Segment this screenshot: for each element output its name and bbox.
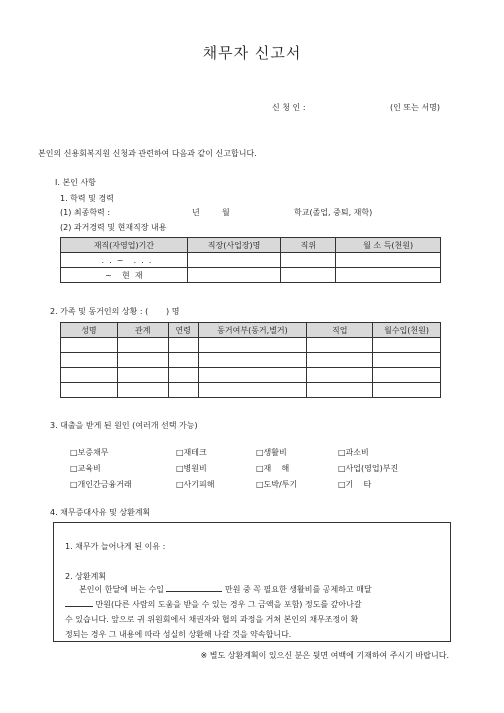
checkbox-education[interactable]: □교육비	[70, 464, 101, 473]
career-label: (2) 과거경력 및 현재직장 내용	[60, 223, 167, 232]
education-school: 학교(졸업, 중퇴, 재학)	[294, 208, 373, 217]
career-cell[interactable]	[336, 268, 441, 283]
checkbox-hospital[interactable]: □병원비	[176, 464, 207, 473]
career-cell[interactable]	[336, 253, 441, 268]
applicant-label: 신 청 인 :	[272, 103, 306, 112]
payment-blank[interactable]	[65, 606, 93, 607]
income-blank[interactable]	[166, 591, 222, 592]
family-cell[interactable]	[61, 353, 118, 368]
career-table	[60, 237, 441, 283]
checkbox-other[interactable]: □기 타	[338, 480, 372, 489]
family-cell[interactable]	[307, 383, 373, 398]
family-header-relation: 관계	[117, 323, 168, 338]
family-cell[interactable]	[373, 368, 441, 383]
family-cell[interactable]	[168, 338, 198, 353]
checkbox-business[interactable]: □사업(영업)부진	[338, 464, 399, 473]
family-header-job: 직업	[307, 323, 373, 338]
section2-heading: 2. 가족 및 동거인의 상황 : ( ) 명	[50, 307, 180, 316]
para-line4: 정되는 경우 그 내용에 따라 성실히 상환해 나갈 것을 약속합니다.	[65, 630, 292, 639]
career-cell[interactable]: . . ~ . . .	[61, 253, 188, 268]
checkbox-living[interactable]: □생활비	[256, 448, 287, 457]
family-table	[60, 322, 441, 398]
checkbox-disaster[interactable]: □재 해	[256, 464, 290, 473]
table-row	[61, 338, 441, 353]
section3-heading: 3. 대출을 받게 된 원인 (여러개 선택 가능)	[50, 421, 198, 430]
family-cell[interactable]	[117, 338, 168, 353]
family-cell[interactable]	[117, 383, 168, 398]
family-header-income: 월수입(천원)	[373, 323, 441, 338]
checkbox-gambling[interactable]: □도박/투기	[256, 480, 298, 489]
career-cell[interactable]: ~ 현 재	[61, 268, 188, 283]
section4-heading: 4. 채무증대사유 및 상환계획	[50, 508, 151, 517]
career-header-company: 직장(사업장)명	[187, 238, 281, 253]
checkbox-private-loan[interactable]: □개인간금융거래	[70, 480, 132, 489]
checkbox-investment[interactable]: □재테크	[176, 448, 207, 457]
education-month: 월	[222, 208, 230, 217]
family-cell[interactable]	[307, 368, 373, 383]
career-header-income: 월 소 득(천원)	[336, 238, 441, 253]
table-row	[61, 353, 441, 368]
section1-sub1: 1. 학력 및 경력	[60, 194, 114, 203]
family-cell[interactable]	[168, 383, 198, 398]
family-cell[interactable]	[198, 368, 307, 383]
para-line1a: 본인이 한달에 버는 수입	[79, 585, 164, 594]
family-header-name: 성명	[61, 323, 118, 338]
repayment-paragraph	[65, 582, 443, 642]
family-cell[interactable]	[168, 353, 198, 368]
career-cell[interactable]	[187, 253, 281, 268]
family-cell[interactable]	[307, 338, 373, 353]
family-cell[interactable]	[198, 338, 307, 353]
education-year: 년	[192, 208, 200, 217]
para-line2: 만원(다른 사람의 도움을 받을 수 있는 경우 그 금액을 포함) 정도를 갚아나갈	[95, 600, 362, 609]
family-cell[interactable]	[61, 338, 118, 353]
family-cell[interactable]	[373, 353, 441, 368]
para-line3: 수 있습니다. 앞으로 귀 위원회에서 채권자와 협의 과정을 거쳐 본인의 채무조정이 확	[65, 615, 359, 624]
career-header-period: 재직(자영업)기간	[61, 238, 188, 253]
family-cell[interactable]	[117, 368, 168, 383]
family-cell[interactable]	[373, 338, 441, 353]
family-cell[interactable]	[117, 353, 168, 368]
career-cell[interactable]	[281, 253, 336, 268]
family-cell[interactable]	[168, 368, 198, 383]
family-cell[interactable]	[307, 353, 373, 368]
checkbox-fraud[interactable]: □사기피해	[176, 480, 215, 489]
education-label: (1) 최종학력 :	[60, 208, 111, 217]
footnote: ※ 별도 상환계획이 있으신 분은 뒷면 여백에 기재하여 주시기 바랍니다.	[200, 651, 449, 660]
checkbox-guarantee[interactable]: □보증채무	[70, 448, 109, 457]
table-row	[61, 368, 441, 383]
page-title: 채무자 신고서	[202, 44, 302, 62]
family-cell[interactable]	[61, 368, 118, 383]
family-cell[interactable]	[198, 383, 307, 398]
career-cell[interactable]	[187, 268, 281, 283]
repayment-plan-label: 2. 상환계획	[65, 572, 107, 581]
table-row	[61, 383, 441, 398]
family-cell[interactable]	[198, 353, 307, 368]
career-header-position: 직위	[281, 238, 336, 253]
family-cell[interactable]	[61, 383, 118, 398]
para-line1b: 만원 중 꼭 필요한 생활비를 공제하고 매달	[225, 585, 372, 594]
family-header-cohabit: 동거여부(동거,별거)	[198, 323, 307, 338]
checkbox-overspending[interactable]: □과소비	[338, 448, 369, 457]
career-cell[interactable]	[281, 268, 336, 283]
applicant-sign: (인 또는 서명)	[390, 103, 440, 112]
section1-heading: Ⅰ. 본인 사항	[55, 178, 96, 187]
debt-reason-label: 1. 채무가 늘어나게 된 이유 :	[65, 542, 166, 551]
family-cell[interactable]	[373, 383, 441, 398]
intro-text: 본인의 신용회복지원 신청과 관련하여 다음과 같이 신고합니다.	[38, 149, 257, 158]
family-header-age: 연령	[168, 323, 198, 338]
